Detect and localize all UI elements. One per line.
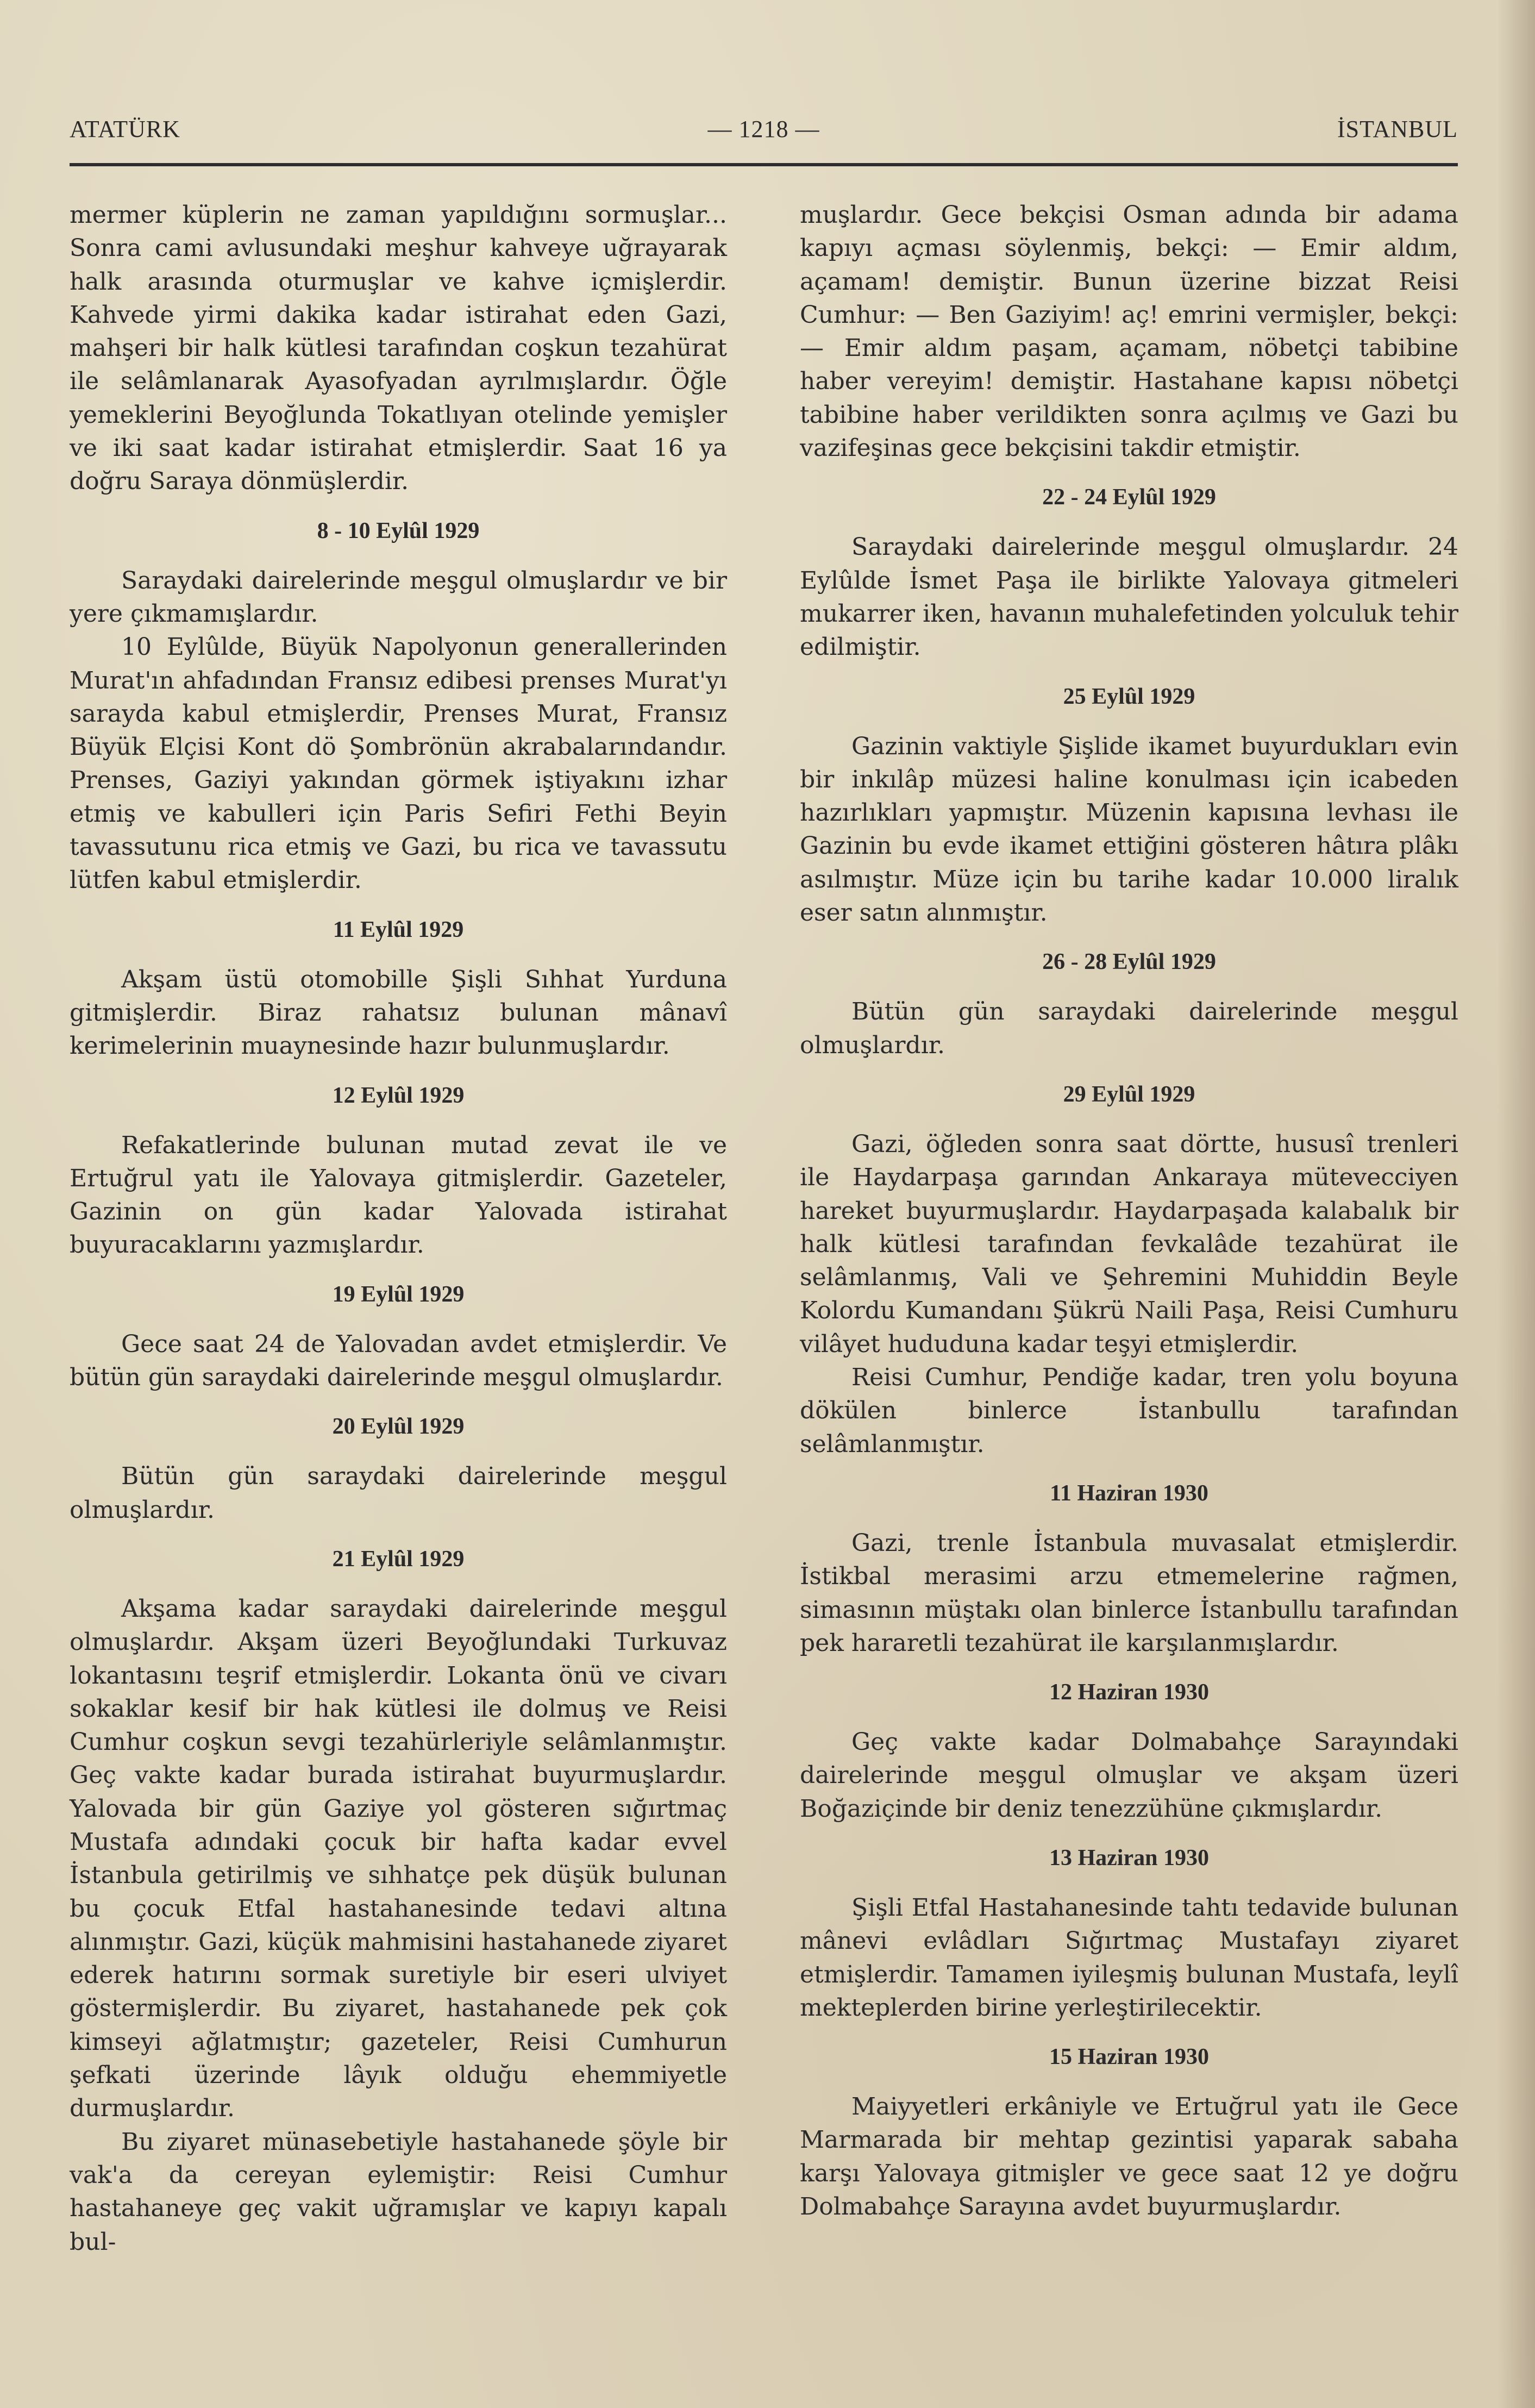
paragraph: Reisi Cumhur, Pendiğe kadar, tren yolu boyuna dökülen binlerce İstanbullu tarafından selâmlanmıştır. [800,1364,1458,1458]
paragraph: 10 Eylûlde, Büyük Napolyonun generallerinden Murat'ın ahfadından Fransız edibesi prenses Murat'yı sarayda kabul etmişlerdir, Prenses Murat, Fransız Büyük Elçisi Kont dö Şombrönün akrabalarındandır. Prenses, Gaziyi yakından görmek iştiyakını izhar etmiş ve kabulleri için Paris Sefiri Fethi Beyin tavassutunu rica etmiş ve Gazi, bu rica ve tavassutu lütfen kabul etmişlerdir. [70,633,727,895]
paragraph: Bütün gün saraydaki dairelerinde meşgul olmuşlardır. [800,998,1458,1059]
right-column [800,198,1458,2223]
paragraph: Şişli Etfal Hastahanesinde tahtı tedavide bulunan mânevi evlâdları Sığırtmaç Mustafayı ziyaret etmişlerdir. Tamamen iyileşmiş bulunan Mustafa, leylî mekteplerden birine yerleştirilecektir. [800,1893,1458,2022]
date-heading: 19 Eylûl 1929 [332,1281,465,1307]
paragraph: Geç vakte kadar Dolmabahçe Sarayındaki dairelerinde meşgul olmuşlar ve akşam üzeri Boğaziçinde bir deniz tenezzühüne çıkmışlardır. [800,1728,1458,1823]
paragraph: Gazinin vaktiyle Şişlide ikamet buyurdukları evin bir inkılâp müzesi haline konulması için icabeden hazırlıkları yapmıştır. Müzenin kapısına levhası ile Gazinin bu evde ikamet ettiğini gösteren hâtıra plâkı asılmıştır. Müze için bu tarihe kadar 10.000 liralık eser satın alınmıştır. [800,732,1458,927]
date-heading: 21 Eylûl 1929 [332,1546,465,1572]
paragraph: Bu ziyaret münasebetiyle hastahanede şöyle bir vak'a da cereyan eylemiştir: Reisi Cumhur hastahaneye geç vakit uğramışlar ve kapıyı kapalı bul- [70,2128,727,2256]
date-heading: 12 Haziran 1930 [1049,1680,1209,1705]
page-number: — 1218 — [707,116,820,142]
date-heading: 13 Haziran 1930 [1049,1845,1209,1871]
paragraph: muşlardır. Gece bekçisi Osman adında bir adama kapıyı açması söylenmiş, bekçi: — Emir aldım, açamam! demiştir. Bunun üzerine bizzat Reisi Cumhur: — Ben Gaziyim! aç! emrini vermişler, bekçi: — Emir aldım paşam, açamam, nöbetçi tabibine haber vereyim! demiştir. Hastahane kapısı nöbetçi tabibine haber verildikten sonra açılmış ve Gazi bu vazifeşinas gece bekçisini takdir etmiştir. [800,201,1458,462]
paragraph: Akşam üstü otomobille Şişli Sıhhat Yurduna gitmişlerdir. Biraz rahatsız bulunan mânavî kerimelerinin muaynesinde hazır bulunmuşlardır. [70,965,727,1060]
paragraph: Akşama kadar saraydaki dairelerinde meşgul olmuşlardır. Akşam üzeri Beyoğlundaki Turkuvaz lokantasını teşrif etmişlerdir. Lokanta önü ve civarı sokaklar kesif bir hak kütlesi ile dolmuş ve Reisi Cumhur coşkun sevgi tezahürleriyle selâmlanmıştır. Geç vakte kadar burada istirahat buyurmuşlardır. Yalovada bir gün Gaziye yol gösteren sığırtmaç Mustafa adındaki çocuk bir hafta kadar evvel İstanbula getirilmiş ve sıhhatçe pek düşük bulunan bu çocuk Etfal hastahanesinde tedavi altına alınmıştır. Gazi, küçük mahmisini hastahanede ziyaret ederek hatırını sormak suretiyle bir eseri ulviyet göstermişlerdir. Bu ziyaret, hastahanede pek çok kimseyi ağlatmıştır; gazeteler, Reisi Cumhurun şefkati üzerinde lâyık olduğu ehemmiyetle durmuşlardır. [70,1594,727,2123]
date-heading: 29 Eylûl 1929 [1063,1081,1195,1107]
page-spine-shadow [1497,0,1535,2408]
date-heading: 15 Haziran 1930 [1049,2044,1209,2070]
header-place: İSTANBUL [1337,116,1458,142]
running-header [70,115,1458,153]
paragraph: mermer küplerin ne zaman yapıldığını sormuşlar... Sonra cami avlusundaki meşhur kahveye uğrayarak halk arasında oturmuşlar ve kahve içmişlerdir. Kahvede yirmi dakika kadar istirahat eden Gazi, mahşeri bir halk kütlesi tarafından coşkun tezahürat ile selâmlanarak Ayasofyadan ayrılmışlardır. Öğle yemeklerini Beyoğlunda Tokatlıyan otelinde yemişler ve iki saat kadar istirahat etmişlerdir. Saat 16 ya doğru Saraya dönmüşlerdir. [70,201,727,496]
date-heading: 22 - 24 Eylûl 1929 [1042,485,1216,510]
paragraph: Refakatlerinde bulunan mutad zevat ile ve Ertuğrul yatı ile Yalovaya gitmişlerdir. Gazeteler, Gazinin on gün kadar Yalovada istirahat buyuracaklarını yazmışlardır. [70,1131,727,1259]
date-heading: 12 Eylûl 1929 [332,1083,465,1108]
date-heading: 8 - 10 Eylûl 1929 [317,518,480,543]
paragraph: Maiyyetleri erkâniyle ve Ertuğrul yatı ile Gece Marmarada bir mehtap gezintisi yaparak sabaha karşı Yalovaya gitmişler ve gece saat 12 ye doğru Dolmabahçe Sarayına avdet buyurmuşlardır. [800,2093,1458,2221]
header-rule [70,163,1458,166]
date-heading: 20 Eylûl 1929 [332,1414,465,1440]
header-title: ATATÜRK [70,116,180,142]
left-column [70,198,727,2259]
paragraph: Gece saat 24 de Yalovadan avdet etmişlerdir. Ve bütün gün saraydaki dairelerinde meşgul olmuşlardır. [70,1330,727,1392]
paragraph: Saraydaki dairelerinde meşgul olmuşlardır ve bir yere çıkmamışlardır. [70,566,727,628]
paragraph: Gazi, trenle İstanbula muvasalat etmişlerdir. İstikbal merasimi arzu etmemelerine rağmen, simasının müştakı olan binlerce İstanbullu tarafından pek hararetli tezahürat ile karşılanmışlardır. [800,1529,1458,1657]
date-heading: 11 Eylûl 1929 [333,917,464,942]
date-heading: 11 Haziran 1930 [1050,1480,1208,1506]
paragraph: Bütün gün saraydaki dairelerinde meşgul olmuşlardır. [70,1462,727,1524]
paragraph: Gazi, öğleden sonra saat dörtte, hususî trenleri ile Haydarpaşa garından Ankaraya mütevecciyen hareket buyurmuşlardır. Haydarpaşada kalabalık bir halk kütlesi tarafından fevkalâde tezahürat ile selâmlanmış, Vali ve Şehremini Muhiddin Beyle Kolordu Kumandanı Şükrü Naili Paşa, Reisi Cumhuru vilâyet hududuna kadar teşyi etmişlerdir. [800,1130,1458,1358]
date-heading: 25 Eylûl 1929 [1063,684,1195,709]
date-heading: 26 - 28 Eylûl 1929 [1042,949,1216,975]
paragraph: Saraydaki dairelerinde meşgul olmuşlardır. 24 Eylûlde İsmet Paşa ile birlikte Yalovaya gitmeleri mukarrer iken, havanın muhalefetinden yolculuk tehir edilmiştir. [800,533,1458,661]
